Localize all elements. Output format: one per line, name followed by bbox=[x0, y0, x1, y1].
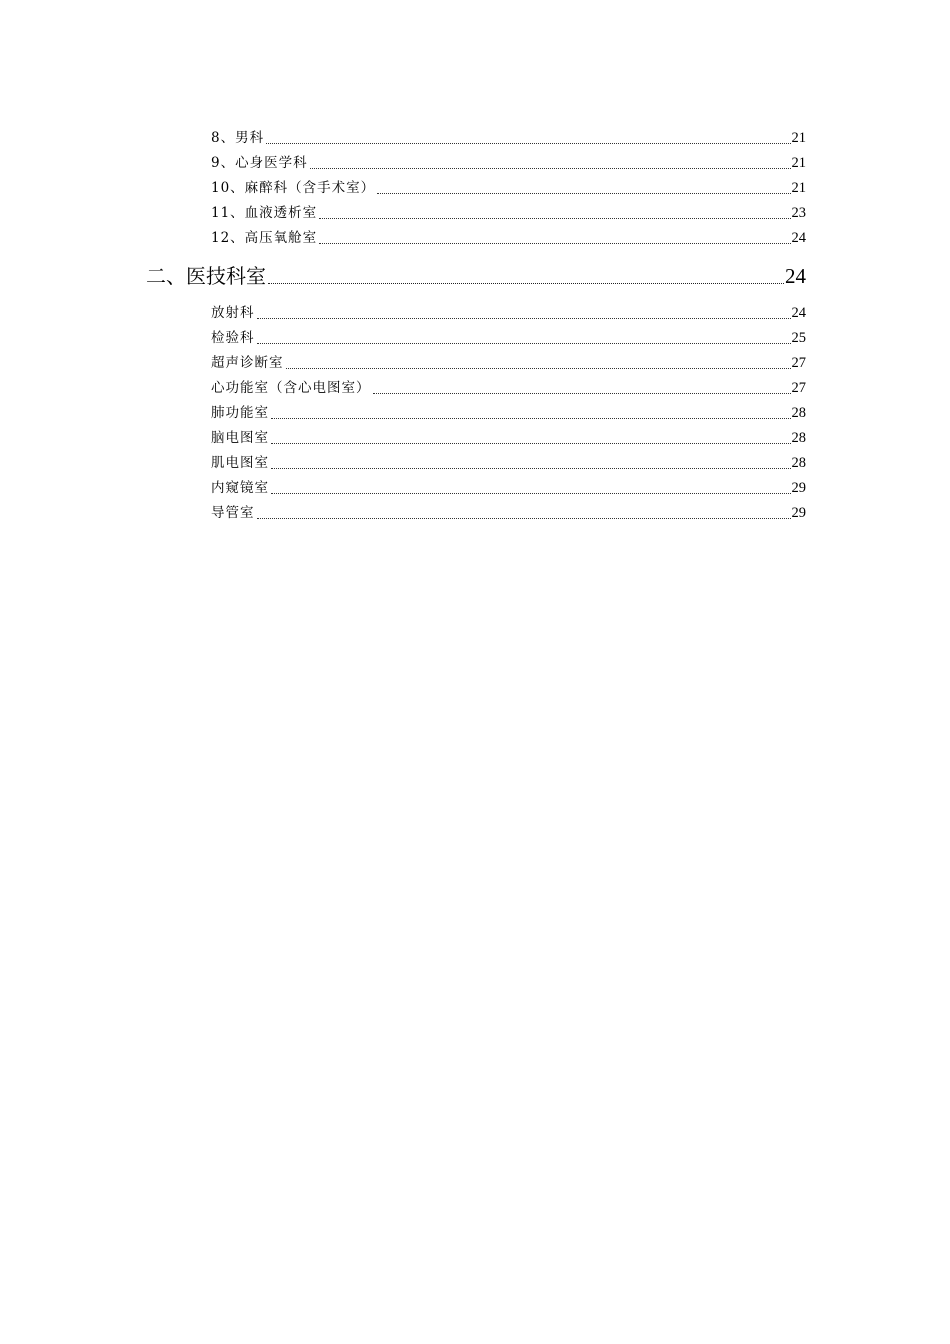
toc-entry-label: 12、高压氧舱室 bbox=[211, 230, 318, 246]
toc-entry-emg[interactable] bbox=[211, 452, 806, 472]
toc-entry-page: 27 bbox=[791, 380, 806, 396]
toc-entry-label: 内窥镜室 bbox=[211, 480, 269, 496]
toc-entry-page: 21 bbox=[791, 130, 806, 146]
toc-entry-page: 25 bbox=[791, 330, 806, 346]
toc-entry-hemodialysis[interactable] bbox=[211, 202, 806, 222]
toc-entry-label: 超声诊断室 bbox=[211, 355, 284, 371]
dot-leader bbox=[257, 517, 791, 519]
dot-leader bbox=[257, 317, 791, 319]
toc-entry-ultrasound[interactable] bbox=[211, 352, 806, 372]
toc-entry-page: 28 bbox=[791, 455, 806, 471]
toc-entry-label: 8、男科 bbox=[211, 130, 265, 146]
toc-entry-label: 心功能室（含心电图室） bbox=[211, 380, 371, 396]
dot-leader bbox=[268, 282, 784, 284]
dot-leader bbox=[271, 417, 791, 419]
toc-entry-page: 23 bbox=[791, 205, 806, 221]
dot-leader bbox=[266, 142, 790, 144]
toc-entry-page: 28 bbox=[791, 405, 806, 421]
toc-entry-page: 27 bbox=[791, 355, 806, 371]
dot-leader bbox=[271, 467, 791, 469]
toc-entry-label: 导管室 bbox=[211, 505, 255, 521]
toc-entry-page: 24 bbox=[791, 230, 806, 246]
toc-entry-eeg[interactable] bbox=[211, 427, 806, 447]
toc-entry-label: 放射科 bbox=[211, 305, 255, 321]
toc-entry-label: 11、血液透析室 bbox=[211, 205, 318, 221]
toc-entry-pulmonary-function[interactable] bbox=[211, 402, 806, 422]
toc-entry-catheterization[interactable] bbox=[211, 502, 806, 522]
toc-entry-radiology[interactable] bbox=[211, 302, 806, 322]
toc-heading-page: 24 bbox=[785, 264, 806, 288]
dot-leader bbox=[271, 492, 791, 494]
toc-entry-endoscopy[interactable] bbox=[211, 477, 806, 497]
toc-entry-page: 21 bbox=[791, 180, 806, 196]
toc-entry-cardiac-function[interactable] bbox=[211, 377, 806, 397]
dot-leader bbox=[373, 392, 791, 394]
toc-entry-label: 肺功能室 bbox=[211, 405, 269, 421]
toc-entry-psychosomatic[interactable] bbox=[211, 152, 806, 172]
toc-entry-label: 脑电图室 bbox=[211, 430, 269, 446]
toc-entry-page: 28 bbox=[791, 430, 806, 446]
toc-entry-page: 29 bbox=[791, 505, 806, 521]
dot-leader bbox=[257, 342, 791, 344]
toc-entry-page: 24 bbox=[791, 305, 806, 321]
dot-leader bbox=[377, 192, 790, 194]
toc-entry-label: 肌电图室 bbox=[211, 455, 269, 471]
dot-leader bbox=[286, 367, 791, 369]
toc-entry-laboratory[interactable] bbox=[211, 327, 806, 347]
toc-entry-page: 21 bbox=[791, 155, 806, 171]
dot-leader bbox=[319, 217, 790, 219]
toc-entry-label: 检验科 bbox=[211, 330, 255, 346]
dot-leader bbox=[310, 167, 791, 169]
toc-entry-anesthesiology[interactable] bbox=[211, 177, 806, 197]
toc-entry-hyperbaric-oxygen[interactable] bbox=[211, 227, 806, 247]
dot-leader bbox=[271, 442, 791, 444]
toc-heading-label: 二、医技科室 bbox=[146, 264, 266, 288]
toc-entry-page: 29 bbox=[791, 480, 806, 496]
dot-leader bbox=[319, 242, 790, 244]
toc-heading-medical-technology[interactable] bbox=[146, 261, 806, 289]
toc-entry-label: 9、心身医学科 bbox=[211, 155, 308, 171]
toc-entry-andrology[interactable] bbox=[211, 127, 806, 147]
toc-entry-label: 10、麻醉科（含手术室） bbox=[211, 180, 376, 196]
